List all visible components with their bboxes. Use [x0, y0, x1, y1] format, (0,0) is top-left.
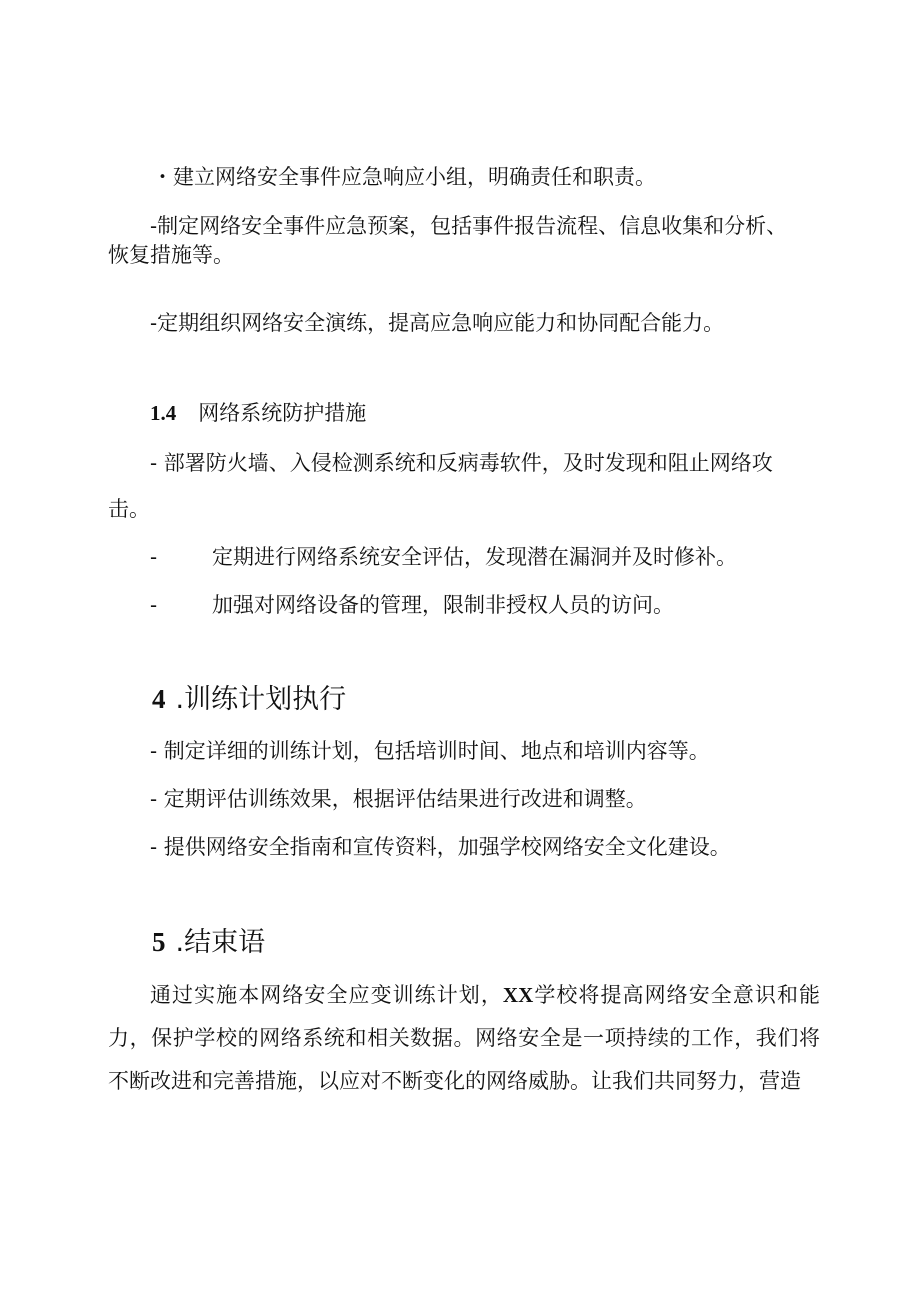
list-dash: -: [150, 593, 158, 617]
list-item-evaluate: - 定期评估训练效果，根据评估结果进行改进和调整。: [150, 787, 647, 811]
list-item-emergency-plan: -制定网络安全事件应急预案，包括事件报告流程、信息收集和分析、: [150, 214, 788, 238]
list-item-emergency-plan-cont: 恢复措施等。: [108, 243, 234, 267]
list-dash: -: [150, 545, 158, 569]
paragraph-text-start: 通过实施本网络安全应变训练计划，: [150, 983, 503, 1007]
section-number: 5: [152, 927, 166, 957]
list-item-drills: -定期组织网络安全演练，提高应急响应能力和协同配合能力。: [150, 311, 725, 335]
section-number: 4: [152, 684, 166, 714]
section-heading-1-4: [150, 403, 366, 424]
section-title: .训练计划执行: [175, 684, 347, 715]
bullet-item-emergency-team: ・建立网络安全事件应急响应小组，明确责任和职责。: [152, 165, 656, 189]
list-item-firewall-cont: 击。: [108, 497, 150, 521]
section-number: 1.4: [150, 401, 177, 425]
section-title: .结束语: [175, 927, 266, 958]
list-item-text: 定期进行网络系统安全评估，发现潜在漏洞并及时修补。: [212, 545, 737, 569]
section-heading-5: [152, 929, 265, 956]
list-item-firewall: - 部署防火墙、入侵检测系统和反病毒软件，及时发现和阻止网络攻: [150, 451, 773, 475]
list-item-guides: - 提供网络安全指南和宣传资料，加强学校网络安全文化建设。: [150, 835, 731, 859]
section-title: 网络系统防护措施: [198, 401, 367, 425]
section-heading-4: [152, 686, 346, 713]
list-item-assessment: [150, 547, 737, 568]
school-placeholder-xx: XX: [502, 983, 534, 1007]
list-item-training-plan: - 制定详细的训练计划，包括培训时间、地点和培训内容等。: [150, 739, 710, 763]
conclusion-paragraph: [108, 974, 820, 1103]
list-item-device-management: [150, 595, 674, 616]
list-item-text: 加强对网络设备的管理，限制非授权人员的访问。: [212, 593, 674, 617]
paragraph-text-rest: 学校将提高网络安全意识和能力，保护学校的网络系统和相关数据。网络安全是一项持续的工作，我们将不断改进和完善措施，以应对不断变化的网络威胁。让我们共同努力，营造: [108, 983, 821, 1093]
